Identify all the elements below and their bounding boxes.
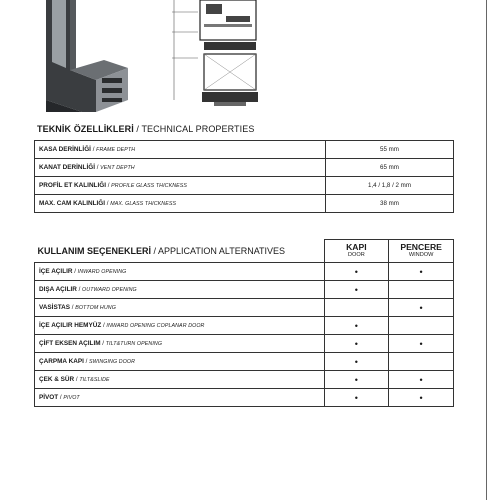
technical-title: TEKNİK ÖZELLİKLERİ / TECHNICAL PROPERTIES bbox=[37, 124, 255, 134]
table-row: ÇİFT EKSEN AÇILIM / TILT&TURN OPENING • • bbox=[35, 335, 454, 353]
table-row: KASA DERİNLİĞİ / FRAME DEPTH 55 mm bbox=[35, 141, 454, 159]
application-title: KULLANIM SEÇENEKLERİ / APPLICATION ALTERNATIVES bbox=[35, 240, 325, 263]
profile-photo bbox=[42, 0, 132, 112]
table-row: DIŞA AÇILIR / OUTWARD OPENING • bbox=[35, 281, 454, 299]
table-row: MAX. CAM KALINLIĞI / MAX. GLASS THICKNESS 38 mm bbox=[35, 195, 454, 213]
table-row: VASİSTAS / BOTTOM HUNG • bbox=[35, 299, 454, 317]
table-row: İÇE AÇILIR HEMYÜZ / INWARD OPENING COPLANAR DOOR • bbox=[35, 317, 454, 335]
window-column-header: PENCERE WINDOW bbox=[389, 240, 454, 263]
table-row: ÇEK & SÜR / TILT&SLIDE • • bbox=[35, 371, 454, 389]
table-row: PİVOT / PIVOT • • bbox=[35, 389, 454, 407]
technical-table bbox=[34, 140, 454, 213]
door-column-header: KAPI DOOR bbox=[324, 240, 389, 263]
page-edge-line bbox=[486, 0, 487, 500]
table-row: İÇE AÇILIR / INWARD OPENING • • bbox=[35, 263, 454, 281]
table-row: ÇARPMA KAPI / SWINGING DOOR • bbox=[35, 353, 454, 371]
table-header-row bbox=[35, 240, 454, 263]
table-row: PROFİL ET KALINLIĞI / PROFILE GLASS THICKNESS 1,4 / 1,8 / 2 mm bbox=[35, 177, 454, 195]
table-row: KANAT DERİNLİĞİ / VENT DEPTH 65 mm bbox=[35, 159, 454, 177]
application-table bbox=[34, 239, 454, 407]
section-drawing bbox=[170, 0, 270, 108]
